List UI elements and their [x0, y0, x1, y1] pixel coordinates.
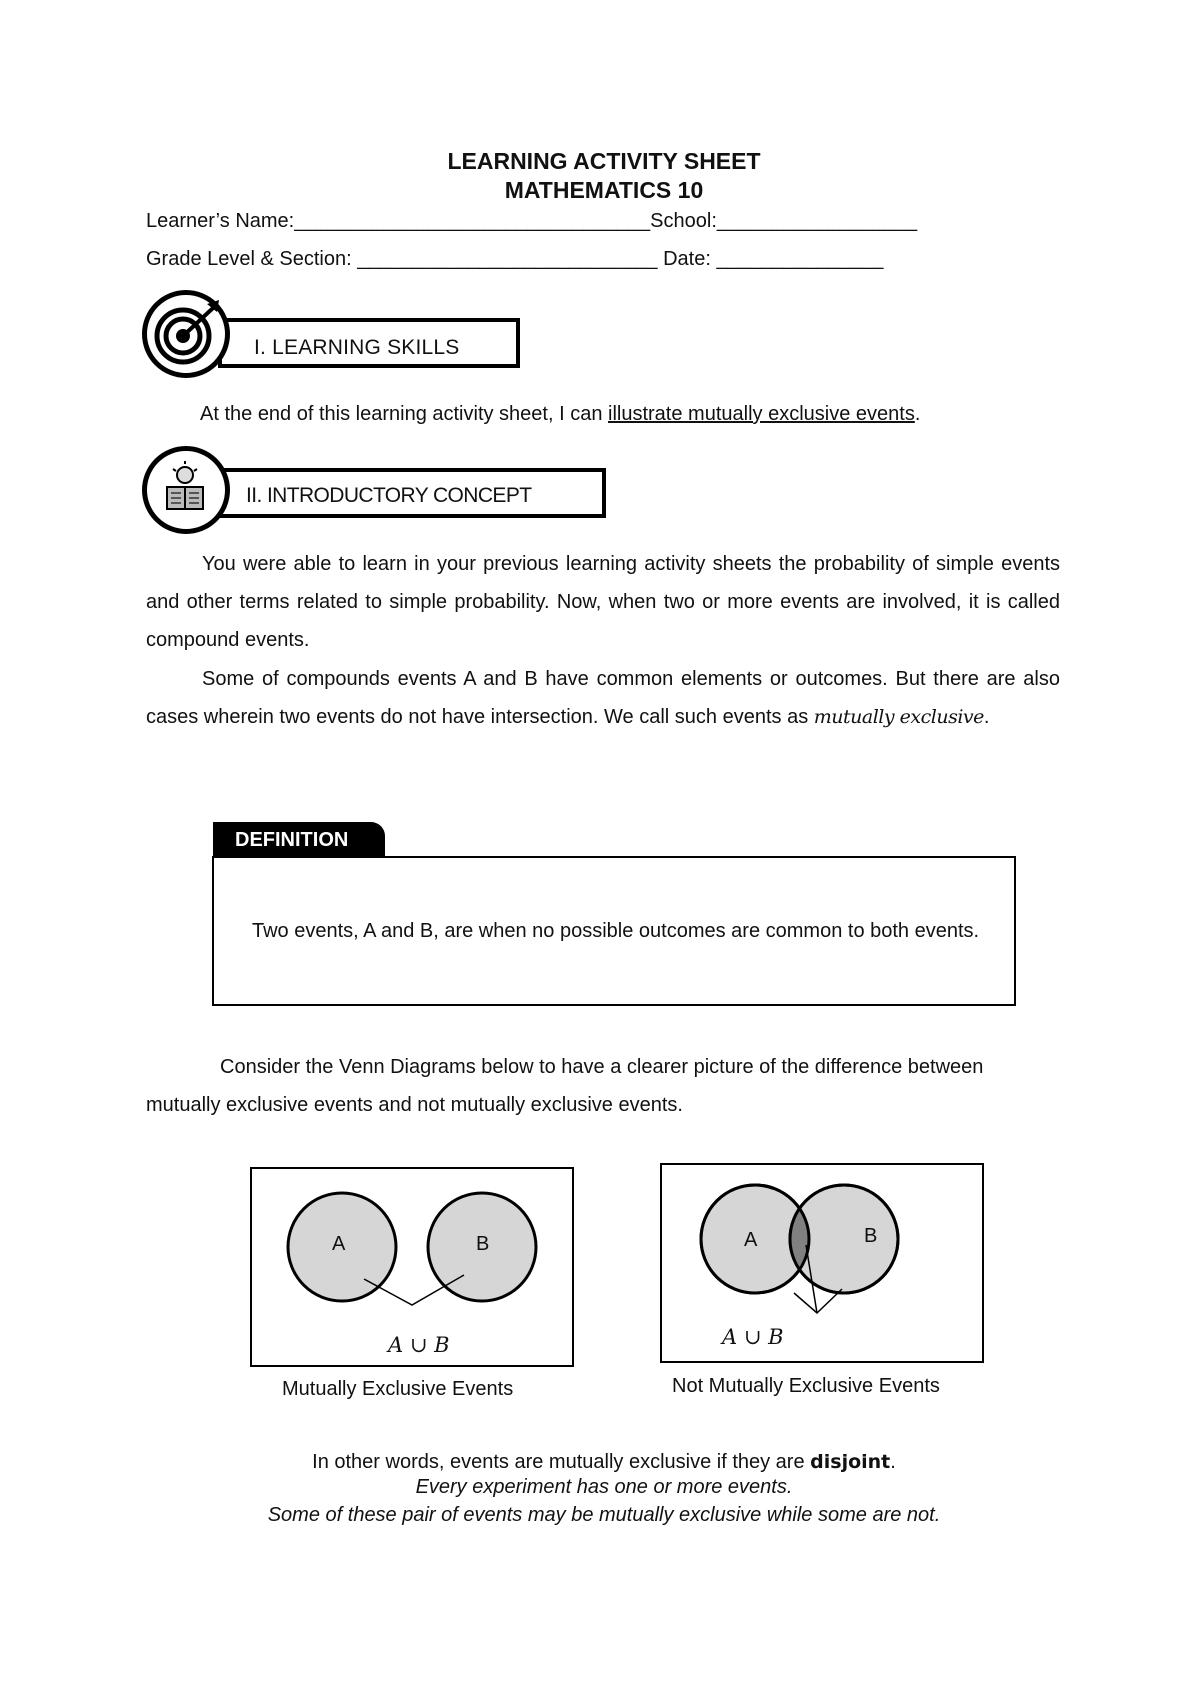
closing-line-3: Some of these pair of events may be mutually exclusive while some are not. — [267, 1504, 941, 1526]
venn-mutually-exclusive — [250, 1167, 574, 1367]
venn-not-mutually-exclusive — [660, 1163, 984, 1363]
section-2-heading-text: II. INTRODUCTORY CONCEPT — [246, 484, 532, 507]
venn-left-caption: Mutually Exclusive Events — [282, 1378, 514, 1400]
intro-paragraph-2: Some of compounds events A and B have common elements or outcomes. But there are also cases wherein two events do not have intersection. We call such events as mutually exclusive. — [146, 668, 1060, 728]
definition-text: Two events, A and B, are when no possible outcomes are common to both events. — [252, 920, 980, 942]
learner-name-line: Learner’s Name:________________________________School:__________________ — [146, 210, 918, 232]
venn-intro: Consider the Venn Diagrams below to have a clearer picture of the difference between mutually exclusive events and not mutually exclusive events. — [146, 1056, 984, 1116]
books-idea-icon — [147, 451, 225, 529]
target-icon — [147, 295, 225, 373]
mutually-exclusive-term: mutually exclusive — [813, 706, 984, 728]
learning-skill-statement: At the end of this learning activity sheet, I can illustrate mutually exclusive events. — [200, 403, 921, 425]
venn-right-label-a: A — [744, 1229, 758, 1251]
venn-right-label-b: B — [864, 1225, 878, 1247]
grade-section-line: Grade Level & Section: ___________________________ Date: _______________ — [146, 248, 884, 270]
venn-left-label-b: B — [476, 1233, 490, 1255]
venn-right-caption: Not Mutually Exclusive Events — [672, 1375, 940, 1397]
venn-left-union: A ∪ B — [388, 1333, 450, 1357]
venn-left-label-a: A — [332, 1233, 346, 1255]
section-2-heading — [218, 468, 606, 518]
sheet-subtitle: MATHEMATICS 10 — [504, 177, 704, 203]
section-1-heading-text: I. LEARNING SKILLS — [254, 336, 460, 359]
disjoint-term: disjoint — [810, 1451, 891, 1473]
definition-tab: DEFINITION — [213, 822, 385, 858]
sheet-title: LEARNING ACTIVITY SHEET — [447, 148, 761, 174]
venn-right-union: A ∪ B — [722, 1325, 784, 1349]
closing-line-1: In other words, events are mutually exclusive if they are disjoint. — [312, 1451, 896, 1473]
definition-box — [212, 856, 1016, 1006]
intro-paragraph-1: You were able to learn in your previous learning activity sheets the probability of simple events and other terms related to simple probability. Now, when two or more events are involved, it is called compound events. — [146, 553, 1060, 651]
section-2-badge — [142, 446, 230, 534]
learning-skill: illustrate mutually exclusive events — [608, 403, 915, 425]
section-1-badge — [142, 290, 230, 378]
closing-line-2: Every experiment has one or more events. — [415, 1476, 793, 1498]
section-1-heading — [218, 318, 520, 368]
